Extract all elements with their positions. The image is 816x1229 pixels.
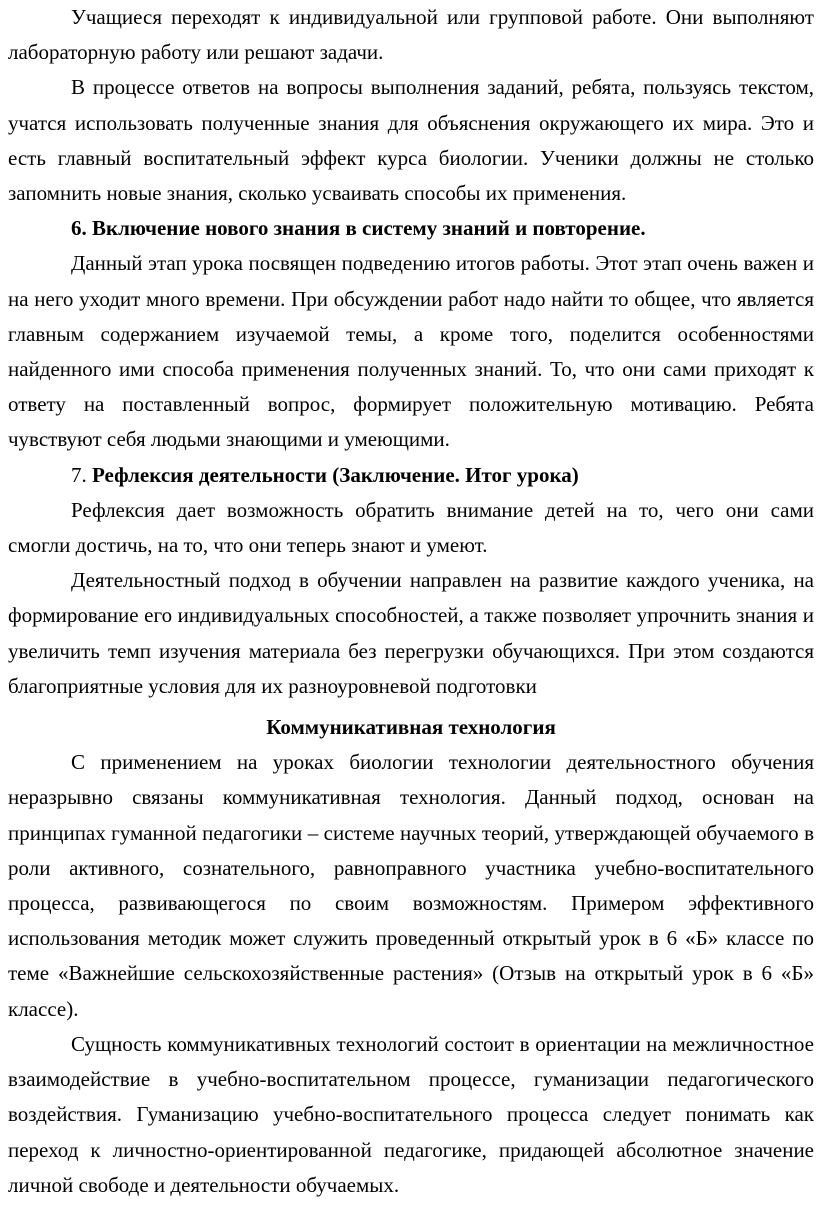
paragraph-communicative-essence: Сущность коммуникативных технологий состоит в ориентации на межличностное взаимодействие в учебно-воспитательном процессе, гуманизации педагогического воздействия. Гуманизацию учебно-воспитательного процесса следует понимать как переход к личностно-ориентированной педагогике, придающей абсолютное значение личной свободе и деятельности обучаемых.	[8, 1031, 814, 1197]
document-page	[8, 0, 814, 1203]
paragraph-group-work: Учащиеся переходят к индивидуальной или групповой работе. Они выполняют лабораторную работу или решают задачи.	[8, 5, 814, 65]
heading-step-7-title: Рефлексия деятельности (Заключение. Итог урока)	[92, 462, 579, 487]
section-title-communicative: Коммуникативная технология	[266, 715, 556, 740]
heading-step-7	[8, 458, 814, 493]
paragraph-communicative-tech: С применением на уроках биологии технологии деятельностного обучения неразрывно связаны коммуникативная технология. Данный подход, основан на принципах гуманной педагогики – системе научных теорий, утверждающей обучаемого в роли активного, сознательного, равноправного участника учебно-воспитательного процесса, развивающегося по своим возможностям. Примером эффективного использования методик может служить проведенный открытый урок в 6 «Б» классе по теме «Важнейшие сельскохозяйственные растения» (Отзыв на открытый урок в 6 «Б» классе).	[8, 750, 814, 1021]
paragraph-lesson-summary: Данный этап урока посвящен подведению итогов работы. Этот этап очень важен и на него уходит много времени. При обсуждении работ надо найти то общее, что является главным содержанием изучаемой темы, а кроме того, поделится особенностями найденного ими способа применения полученных знаний. То, что они сами приходят к ответу на поставленный вопрос, формирует положительную мотивацию. Ребята чувствуют себя людьми знающими и умеющими.	[8, 251, 814, 452]
paragraph-reflection: Рефлексия дает возможность обратить внимание детей на то, чего они сами смогли достичь, на то, что они теперь знают и умеют.	[8, 497, 814, 558]
heading-step-7-number: 7.	[71, 462, 92, 487]
paragraph-answer-process: В процессе ответов на вопросы выполнения заданий, ребята, пользуясь текстом, учатся использовать полученные знания для объяснения окружающего их мира. Это и есть главный воспитательный эффект курса биологии. Ученики должны не столько запомнить новые знания, сколько усваивать способы их применения.	[8, 75, 814, 206]
paragraph-activity-approach: Деятельностный подход в обучении направлен на развитие каждого ученика, на формирование его индивидуальных способностей, а также позволяет упрочнить знания и увеличить темп изучения материала без перегрузки обучающихся. При этом создаются благоприятные условия для их разноуровневой подготовки	[8, 568, 814, 698]
heading-step-6: 6. Включение нового знания в систему знаний и повторение.	[71, 216, 646, 241]
